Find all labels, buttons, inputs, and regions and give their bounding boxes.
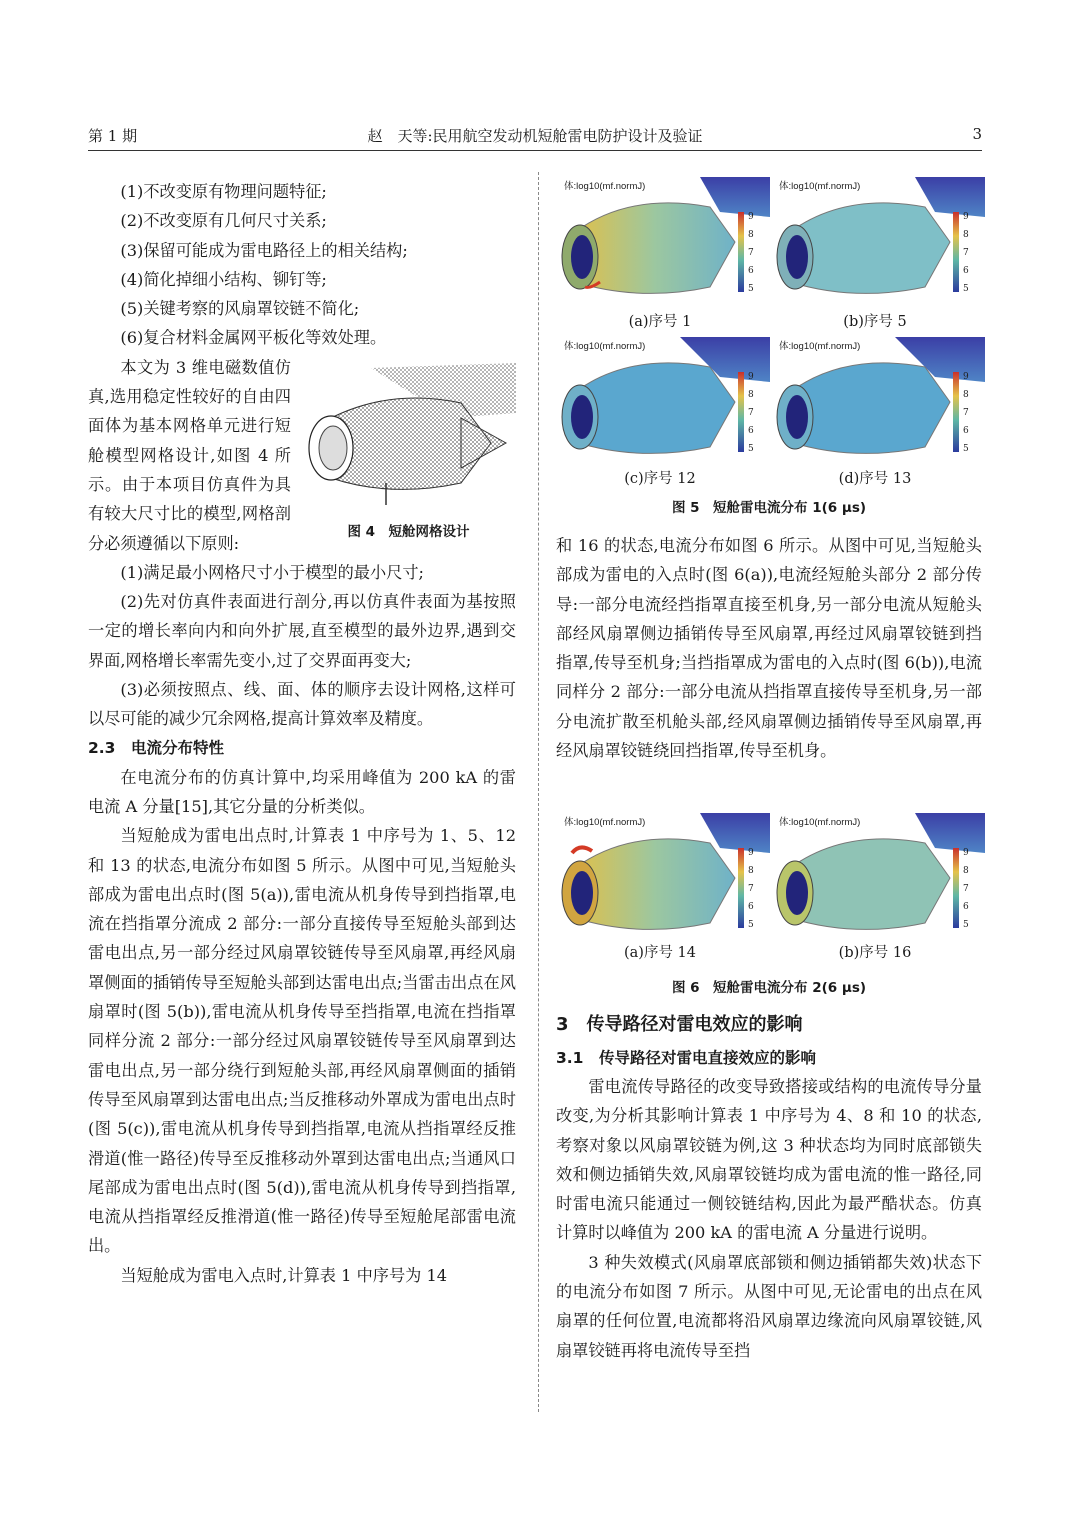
scale-tick-label: 8 <box>748 866 754 876</box>
scale-tick-label: 6 <box>963 266 969 276</box>
scale-tick-label: 6 <box>963 902 969 912</box>
paragraph: 3 种失效模式(风扇罩底部锁和侧边插销都失效)状态下的电流分布如图 7 所示。从图中可见,无论雷电的出点在风扇罩的任何位置,电流都将沿风扇罩边缘流向风扇罩铰链,风扇罩铰链再将电流传导至挡 <box>556 1252 982 1360</box>
scale-tick-label: 8 <box>748 390 754 400</box>
scale-tick-label: 5 <box>748 920 754 930</box>
list-item: (3)保留可能成为雷电路径上的相关结构; <box>120 240 408 260</box>
panel-label: 体:log10(mf.normJ) <box>779 817 861 828</box>
scale-tick-label: 7 <box>963 248 969 258</box>
scale-tick-label: 5 <box>963 284 969 294</box>
subcaption: (a)序号 14 <box>623 945 697 961</box>
nacelle-plot-c <box>560 337 770 463</box>
subcaption: (b)序号 5 <box>843 314 907 330</box>
running-header <box>88 125 982 149</box>
panel-label: 体:log10(mf.normJ) <box>564 341 646 352</box>
scale-tick-label: 5 <box>748 444 754 454</box>
panel-label: 体:log10(mf.normJ) <box>779 341 861 352</box>
panel-label: 体:log10(mf.normJ) <box>564 817 646 828</box>
sim-panel <box>560 813 770 939</box>
mesh-intro-text: 本文为 3 维电磁数值仿真,选用稳定性较好的自由四面体为基本网格单元进行短舱模型网格设计,如图 4 所示。由于本项目仿真件为具有较大尺寸比的模型,网格剖分必须遵循以下原则: <box>88 357 291 553</box>
figure-4 <box>301 358 516 548</box>
paragraph: 当短舱成为雷电出点时,计算表 1 中序号为 1、5、12 和 13 的状态,电流分布如图 5 所示。从图中可见,当短舱头部成为雷电出点时(图 5(a)),雷电流从机身传导到挡指罩,电流在挡指罩分流成 2 部分:一部分直接传导至短舱头部到达雷电出点,另一部分经过风扇罩铰链传导至风扇罩,再经风扇罩侧面的插销传导至短舱头部到达雷电出点;当雷击出点在风扇罩时(图 5(b)),雷电流从机身传导至挡指罩,电流在挡指罩同样分流 2 部分:一部分经过风扇罩铰链传导至风扇罩到达雷电出点,另一部分绕行到短舱头部,再经风扇罩侧面的插销传导至风扇罩到达雷电出点;当反推移动外罩成为雷电出点时(图 5(c)),雷电流从机身传导到挡指罩,电流从挡指罩经反推滑道(惟一路径)传导至反推移动外罩到达雷电出点;当通风口尾部成为雷电出点时(图 5(d)),雷电流从机身传导到挡指罩,电流从挡指罩经反推滑道(惟一路径)传导至短舱尾部雷电流出。 <box>88 826 516 1256</box>
subcaption: (b)序号 16 <box>838 945 912 961</box>
scale-tick-label: 7 <box>963 884 969 894</box>
scale-tick-label: 9 <box>963 372 969 382</box>
issue-number: 第 1 期 <box>88 127 138 145</box>
scale-tick-label: 9 <box>748 212 754 222</box>
section-3-1-heading: 3.1 传导路径对雷电直接效应的影响 <box>556 1049 816 1067</box>
panel-label: 体:log10(mf.normJ) <box>564 181 646 192</box>
paragraph: 和 16 的状态,电流分布如图 6 所示。从图中可见,当短舱头部成为雷电的入点时(图 6(a)),电流经短舱头部分 2 部分传导:一部分电流经挡指罩直接至机身,另一部分电流从短舱头部经风扇罩侧边插销传导至风扇罩,再经过风扇罩铰链到挡指罩,传导至机身;当挡指罩成为雷电的入点时(图 6(b)),电流同样分 2 部分:一部分电流从挡指罩直接传导至机身,另一部分电流扩散至机舱头部,经风扇罩侧边插销传导至风扇罩,再经风扇罩铰链绕回挡指罩,传导至机身。 <box>556 536 982 761</box>
section-2-3-heading: 2.3 电流分布特性 <box>88 738 224 757</box>
subcaption: (a)序号 1 <box>628 314 692 330</box>
sim-panel <box>775 177 985 303</box>
list-item: (5)关键考察的风扇罩铰链不简化; <box>120 299 360 319</box>
nacelle-plot-d <box>775 337 985 463</box>
rule-item: (2)先对仿真件表面进行剖分,再以仿真件表面为基按照一定的增长率向内和向外扩展,直至模型的最外边界,遇到交界面,网格增长率需先变小,过了交界面再变大; <box>88 592 516 670</box>
scale-tick-label: 6 <box>748 426 754 436</box>
sim-panel <box>775 813 985 939</box>
scale-tick-label: 8 <box>963 390 969 400</box>
paragraph: 在电流分布的仿真计算中,均采用峰值为 200 kA 的雷电流 A 分量[15],其它分量的分析类似。 <box>88 767 516 816</box>
scale-tick-label: 5 <box>963 444 969 454</box>
scale-tick-label: 8 <box>963 866 969 876</box>
left-column <box>88 177 516 1290</box>
list-item: (6)复合材料金属网平板化等效处理。 <box>120 328 387 348</box>
scale-tick-label: 8 <box>963 230 969 240</box>
nacelle-plot-a <box>560 177 770 303</box>
scale-tick-label: 5 <box>963 920 969 930</box>
scale-tick-label: 8 <box>748 230 754 240</box>
scale-tick-label: 7 <box>963 408 969 418</box>
right-column-lower <box>556 1010 982 1365</box>
paragraph: 当短舱成为雷电入点时,计算表 1 中序号为 14 <box>120 1265 448 1285</box>
scale-tick-label: 6 <box>748 902 754 912</box>
panel-label: 体:log10(mf.normJ) <box>779 181 861 192</box>
scale-tick-label: 9 <box>963 212 969 222</box>
scale-tick-label: 5 <box>748 284 754 294</box>
sim-panel <box>560 177 770 303</box>
list-item: (1)不改变原有物理问题特征; <box>120 182 327 201</box>
figure-4-caption: 图 4 短舱网格设计 <box>347 523 470 540</box>
nacelle-plot-e <box>560 813 770 939</box>
scale-tick-label: 7 <box>748 408 754 418</box>
scale-tick-label: 9 <box>748 372 754 382</box>
header-rule <box>88 150 982 151</box>
sim-panel <box>775 337 985 463</box>
scale-tick-label: 6 <box>963 426 969 436</box>
figure-6-caption: 图 6 短舱雷电流分布 2(6 μs) <box>671 980 867 996</box>
list-item: (4)简化掉细小结构、铆钉等; <box>120 269 327 289</box>
section-3-heading: 3 传导路径对雷电效应的影响 <box>556 1014 803 1035</box>
scale-tick-label: 9 <box>748 848 754 858</box>
subcaption: (c)序号 12 <box>624 471 696 487</box>
scale-tick-label: 9 <box>963 848 969 858</box>
nacelle-plot-f <box>775 813 985 939</box>
sim-panel <box>560 337 770 463</box>
scale-tick-label: 7 <box>748 884 754 894</box>
mesh-figure <box>301 358 516 508</box>
mesh-intro-paragraph <box>88 353 516 558</box>
column-divider <box>538 172 539 1412</box>
scale-tick-label: 6 <box>748 266 754 276</box>
right-column-upper <box>556 531 982 765</box>
rule-item: (1)满足最小网格尺寸小于模型的最小尺寸; <box>120 562 424 582</box>
subcaption: (d)序号 13 <box>838 471 912 487</box>
page-number: 3 <box>972 125 982 143</box>
paragraph: 雷电流传导路径的改变导致搭接或结构的电流传导分量改变,为分析其影响计算表 1 中序号为 4、8 和 10 的状态,考察对象以风扇罩铰链为例,这 3 种状态均为同时底部锁失效和侧边插销失效,风扇罩铰链均成为雷电流的惟一路径,同时雷电流只能通过一侧铰链结构,因此为最严酷状态。仿真计算时以峰值为 200 kA 的雷电流 A 分量进行说明。 <box>556 1077 982 1243</box>
running-title: 赵 天等:民用航空发动机短舱雷电防护设计及验证 <box>367 127 703 145</box>
nacelle-plot-b <box>775 177 985 303</box>
figure-5-caption: 图 5 短舱雷电流分布 1(6 μs) <box>671 500 867 516</box>
rule-item: (3)必须按照点、线、面、体的顺序去设计网格,这样可以尽可能的减少冗余网格,提高计算效率及精度。 <box>88 680 516 729</box>
list-item: (2)不改变原有几何尺寸关系; <box>120 211 327 231</box>
scale-tick-label: 7 <box>748 248 754 258</box>
